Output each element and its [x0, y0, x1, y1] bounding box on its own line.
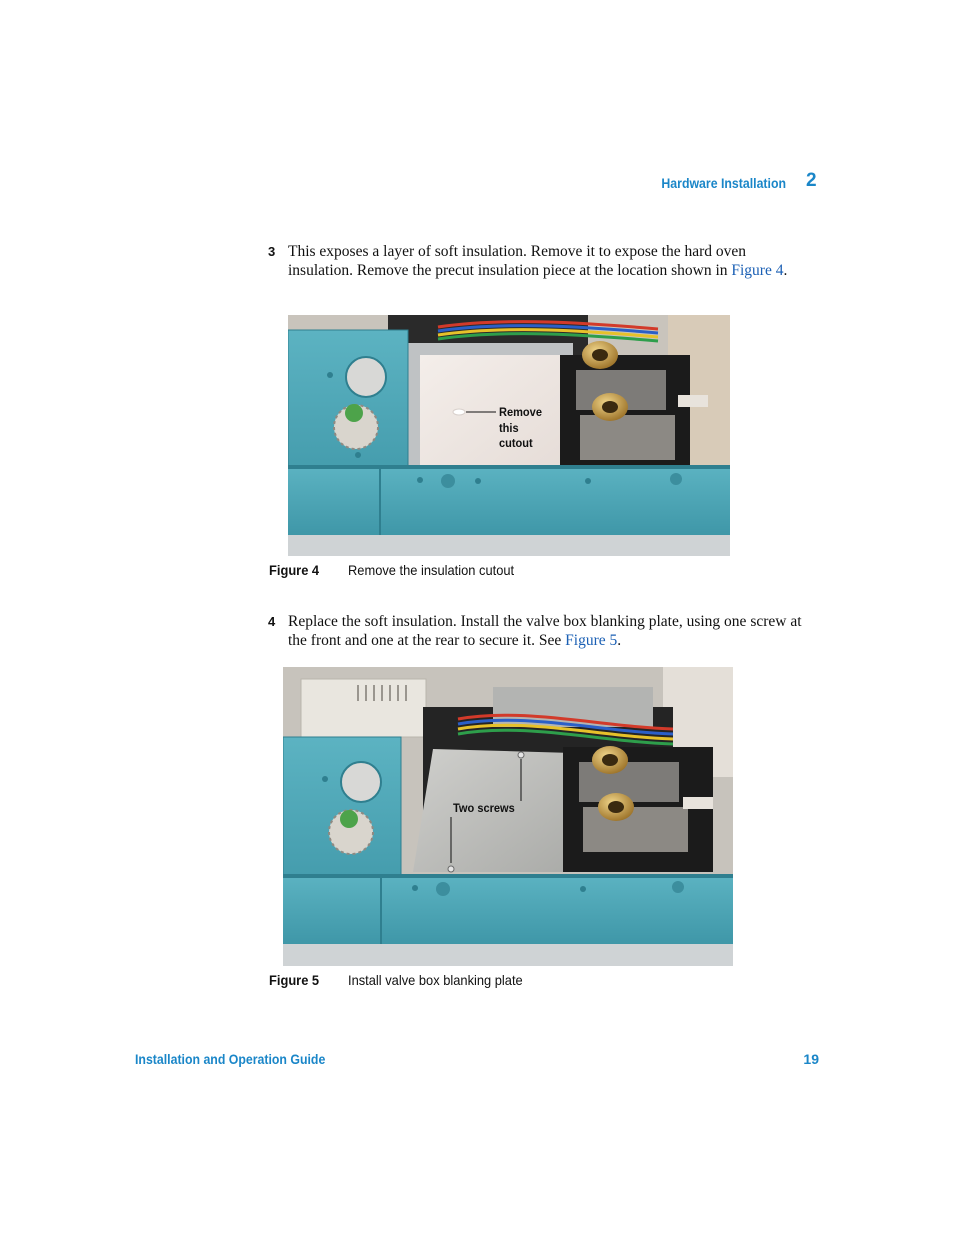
figure-4-link[interactable]: Figure 4 [731, 261, 784, 279]
figure-label: Figure 4 [269, 562, 320, 578]
step-text: Replace the soft insulation. Install the valve box blanking plate, using one screw at the front and one at the rear to secure it. See Figure 5. [288, 613, 802, 649]
step-3 [268, 243, 813, 280]
running-header-title: Hardware Installation [661, 175, 786, 191]
figure-5-photo [283, 667, 733, 966]
figure-5-link[interactable]: Figure 5 [565, 631, 618, 649]
figure-4-callout: Remove this cutout [499, 405, 542, 450]
step-4 [268, 613, 813, 650]
figure-title: Remove the insulation cutout [348, 562, 515, 578]
figure-5-caption [269, 972, 538, 988]
figure-label: Figure 5 [269, 972, 320, 988]
step-number: 4 [268, 614, 276, 629]
figure-4-photo [288, 315, 730, 556]
chapter-number: 2 [806, 170, 817, 191]
page-number: 19 [803, 1051, 819, 1067]
figure-title: Install valve box blanking plate [348, 972, 523, 988]
figure-4-caption [269, 562, 529, 578]
step-number: 3 [268, 244, 276, 259]
step-text: This exposes a layer of soft insulation. Remove it to expose the hard oven insulation. Remove the precut insulation piece at the location shown in Figure 4. [288, 243, 788, 279]
footer-guide-title: Installation and Operation Guide [135, 1051, 326, 1067]
figure-5-callout: Two screws [453, 801, 515, 815]
